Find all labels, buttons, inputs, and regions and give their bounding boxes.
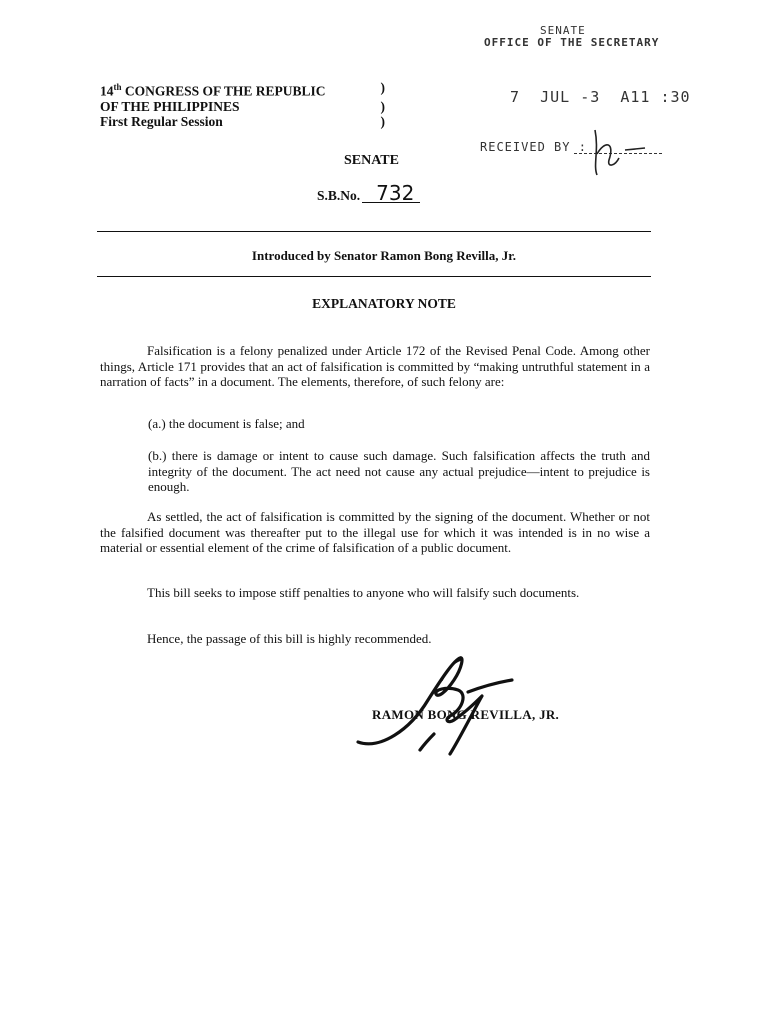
stamp-office: OFFICE OF THE SECRETARY [484,36,660,49]
document-title: EXPLANATORY NOTE [312,296,456,311]
heading-line-1 [100,80,385,99]
heading-line-2 [100,99,385,114]
element-b: (b.) there is damage or intent to cause such damage. Such falsification affects the truth and integrity of the document. The act need not cause any actual prejudice—intent to prejudice is enough. [148,448,650,494]
bill-number: 732 [362,184,420,203]
paragraph-1: Falsification is a felony penalized under Article 172 of the Revised Penal Code. Among other things, Article 171 provides that an act of falsification is committed by “making untruthful statement in a narration of facts” in a document. The elements, therefore, of such felony are: [100,343,650,389]
receiver-initials-mark [585,120,665,180]
heading-paren-3: ) [380,113,385,129]
heading-line-2-text: OF THE PHILIPPINES [100,98,240,114]
stamp-received-label: RECEIVED BY : [480,140,587,154]
paragraph-2: As settled, the act of falsification is committed by the signing of the document. Whether or not the falsified document was thereafter put to the illegal use for which it was intended is in no wise a material or essential element of the crime of falsification of a public document. [100,509,650,555]
introduced-by: Introduced by Senator Ramon Bong Revilla, Jr. [251,248,517,263]
receiving-stamp [470,20,690,170]
paragraph-3: This bill seeks to impose stiff penalties to anyone who will falsify such documents. [147,585,580,600]
heading-line-3 [100,114,385,129]
heading-paren-1: ) [380,80,385,95]
bill-number-label: S.B.No. [317,188,361,203]
signatory-name: RAMON BONG REVILLA, JR. [372,707,560,722]
heading-line-3-text: First Regular Session [100,113,223,129]
heading-line-1-sup: th [113,82,122,92]
heading-line-1-rest: CONGRESS OF THE REPUBLIC [121,83,326,99]
stamp-date: 7 JUL -3 A11 :30 [510,88,691,106]
heading-line-1-num: 14 [100,83,114,99]
senate-label: SENATE [344,153,399,168]
bill-number-row [317,181,420,205]
heading-paren-2: ) [380,98,385,114]
divider-top [97,231,651,232]
handwritten-signature [350,650,560,760]
divider-bottom [97,276,651,277]
congress-heading [100,80,385,129]
element-a: (a.) the document is false; and [148,416,305,431]
stamp-senate: SENATE [540,24,586,37]
paragraph-4: Hence, the passage of this bill is highly recommended. [147,631,432,646]
